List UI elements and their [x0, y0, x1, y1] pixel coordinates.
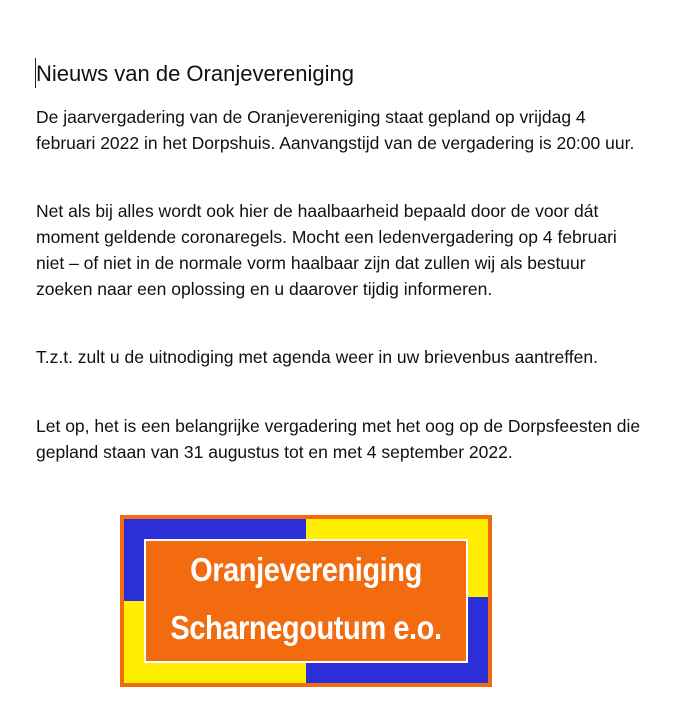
- logo-yellow-band-bottom: [124, 663, 306, 683]
- logo-yellow-band-left: [124, 597, 144, 683]
- document-title: Nieuws van de Oranjevereniging: [36, 61, 354, 86]
- paragraph-corona-rules: Net als bij alles wordt ook hier de haalbaarheid bepaald door de voor dát moment geldende coronaregels. Mocht een ledenvergadering op 4 februari niet – of niet in de normale vorm haalbaar zijn dat zullen wij als bestuur zoeken naar een oplossing en u daarover tijdig informeren.: [36, 201, 617, 299]
- logo-blue-band-bottom: [306, 663, 488, 683]
- oranjevereniging-logo: [120, 515, 492, 687]
- paragraph-village-festival: Let op, het is een belangrijke vergadering met het oog op de Dorpsfeesten die gepland staan van 31 augustus tot en met 4 september 2022.: [36, 416, 641, 462]
- logo-text-line-2: Scharnegoutum e.o.: [170, 609, 442, 646]
- logo-text-line-1: Oranjevereniging: [190, 551, 422, 588]
- logo-blue-band-left: [124, 519, 144, 601]
- logo-yellow-band-top: [306, 519, 488, 539]
- paragraph-invitation: T.z.t. zult u de uitnodiging met agenda weer in uw brievenbus aantreffen.: [36, 347, 598, 367]
- logo-yellow-band-right: [468, 519, 488, 597]
- paragraph-meeting-announcement: De jaarvergadering van de Oranjevereniging staat gepland op vrijdag 4 februari 2022 in het Dorpshuis. Aanvangstijd van de vergadering is 20:00 uur.: [36, 107, 635, 153]
- logo-blue-band-top: [124, 519, 306, 539]
